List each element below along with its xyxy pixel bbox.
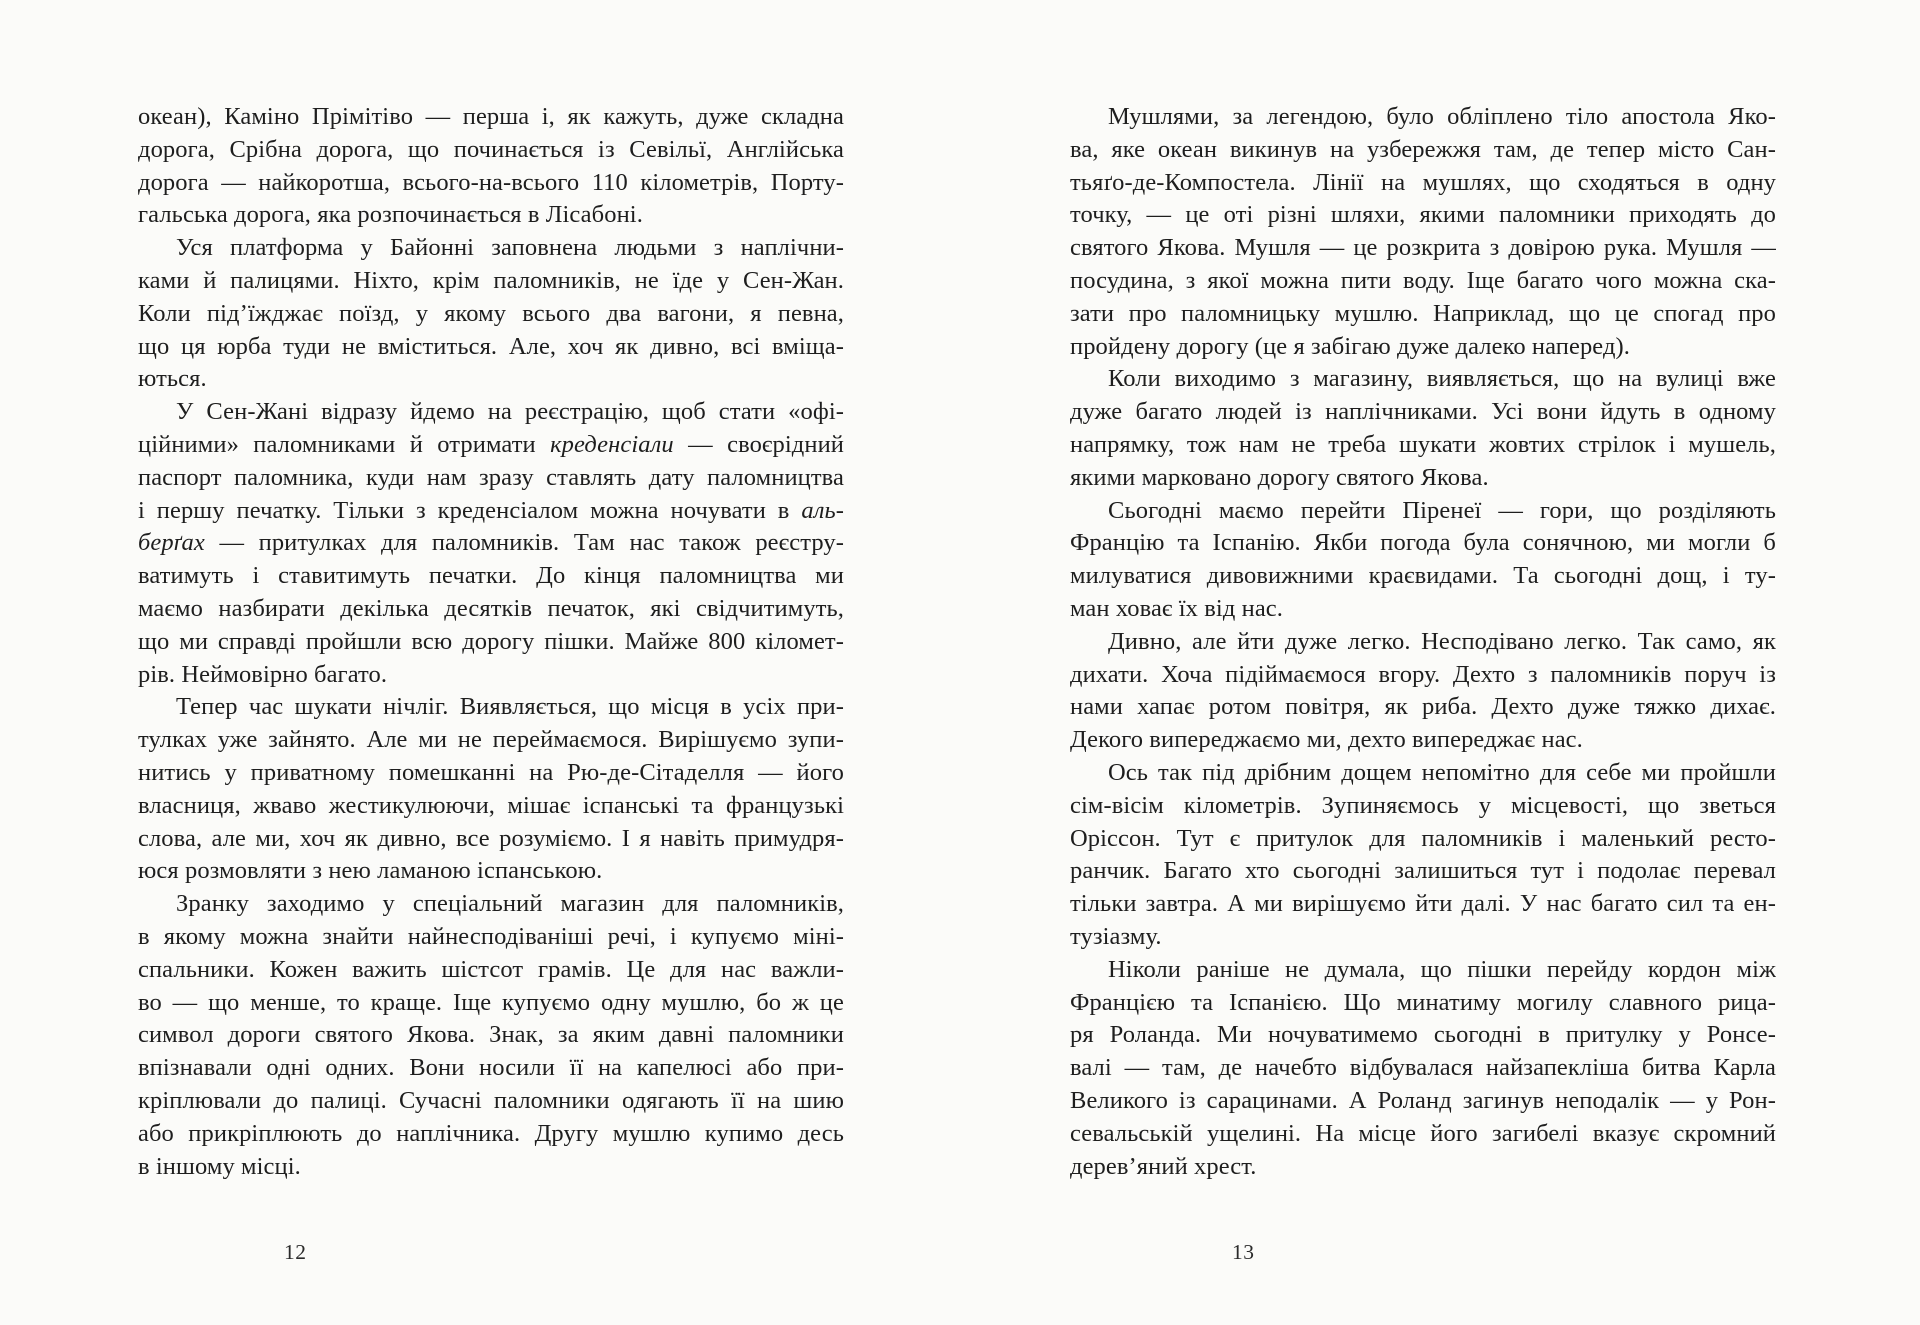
text-line xyxy=(1070,888,1776,921)
text-line xyxy=(138,757,844,790)
text-segment: У Сен-Жані відразу йдемо на реєстрацію, щоб стати «офі- xyxy=(176,398,844,426)
text-line xyxy=(138,855,844,888)
text-segment: слова, але ми, хоч як дивно, все розуміємо. І я навіть примудря- xyxy=(138,824,844,852)
text-line xyxy=(138,232,844,265)
text-line xyxy=(1070,331,1776,364)
text-segment: ранчик. Багато хто сьогодні залишиться тут і подолає перевал xyxy=(1070,857,1776,885)
text-line xyxy=(1070,1118,1776,1151)
text-segment: — притулках для паломників. Там нас також реєстру- xyxy=(204,529,844,557)
text-segment: або прикріплюють до наплічника. Другу мушлю купимо десь xyxy=(138,1119,844,1147)
text-segment: і першу печатку. Тільки з креденсіалом можна ночувати в xyxy=(138,496,802,524)
text-segment: ються. xyxy=(138,365,207,393)
text-line xyxy=(1070,593,1776,626)
text-segment: дуже багато людей із наплічниками. Усі вони йдуть в одному xyxy=(1070,398,1776,426)
text-line xyxy=(1070,560,1776,593)
italic-text-segment: креденсіали xyxy=(550,430,674,458)
text-segment: Коли під’їжджає поїзд, у якому всього два вагони, я певна, xyxy=(138,299,844,327)
text-line xyxy=(1070,462,1776,495)
text-line xyxy=(1070,1085,1776,1118)
text-segment: тузіазму. xyxy=(1070,922,1162,950)
text-segment: посудина, з якої можна пити воду. Іще багато чого можна ска- xyxy=(1070,266,1776,294)
text-line xyxy=(138,954,844,987)
text-line xyxy=(1070,167,1776,200)
text-segment: Оріссон. Тут є притулок для паломників і маленький ресто- xyxy=(1070,824,1776,852)
text-segment: сім-вісім кілометрів. Зупиняємось у місцевості, що зветься xyxy=(1070,791,1776,819)
text-line xyxy=(1070,1151,1776,1184)
text-segment: рів. Неймовірно багато. xyxy=(138,660,388,688)
text-segment: во — що менше, то краще. Іще купуємо одну мушлю, бо ж це xyxy=(138,988,844,1016)
text-line xyxy=(1070,298,1776,331)
text-segment: якими марковано дорогу святого Якова. xyxy=(1070,463,1489,491)
text-line xyxy=(1070,363,1776,396)
text-line xyxy=(138,199,844,232)
text-segment: ційними» паломниками й отримати xyxy=(138,430,551,458)
text-segment: ками й палицями. Ніхто, крім паломників, не їде у Сен-Жан. xyxy=(138,266,844,294)
text-line xyxy=(138,560,844,593)
text-segment: Мушлями, за легендою, було обліплено тіло апостола Яко- xyxy=(1108,103,1776,130)
page-13-text-column xyxy=(1070,101,1776,1183)
text-line xyxy=(1070,790,1776,823)
text-segment: символ дороги святого Якова. Знак, за яким давні паломники xyxy=(138,1021,844,1049)
text-line xyxy=(138,331,844,364)
italic-text-segment: аль- xyxy=(801,496,844,524)
text-line xyxy=(138,101,844,134)
text-line xyxy=(138,987,844,1020)
text-segment: юся розмовляти з нею ламаною іспанською. xyxy=(138,857,603,885)
text-segment: Уся платформа у Байонні заповнена людьми з наплічни- xyxy=(176,234,844,262)
italic-text-segment: берґах xyxy=(138,529,205,557)
text-segment: милуватися дивовижними краєвидами. Та сьогодні дощ, і ту- xyxy=(1070,562,1776,590)
text-segment: точку, — це оті різні шляхи, якими паломники приходять до xyxy=(1070,201,1776,229)
text-line xyxy=(1070,823,1776,856)
text-segment: маємо назбирати декілька десятків печаток, які свідчитимуть, xyxy=(138,594,844,622)
text-line xyxy=(138,921,844,954)
text-segment: тільки завтра. А ми вирішуємо йти далі. У нас багато сил та ен- xyxy=(1070,890,1776,918)
text-line xyxy=(1070,101,1776,134)
text-line xyxy=(138,823,844,856)
text-segment: севальській ущелині. На місце його загибелі вказує скромний xyxy=(1070,1119,1776,1147)
text-segment: паспорт паломника, куди нам зразу ставлять дату паломництва xyxy=(138,463,844,491)
text-segment: спальники. Кожен важить шістсот грамів. Це для нас важли- xyxy=(138,955,844,983)
text-segment: Францію та Іспанію. Якби погода була сонячною, ми могли б xyxy=(1070,529,1776,557)
text-line xyxy=(138,495,844,528)
text-line xyxy=(138,527,844,560)
text-line xyxy=(138,691,844,724)
text-segment: зати про паломницьку мушлю. Наприклад, що це спогад про xyxy=(1070,299,1776,327)
text-line xyxy=(138,429,844,462)
text-segment: Ось так під дрібним дощем непомітно для себе ми пройшли xyxy=(1108,758,1776,786)
text-segment: ватимуть і ставитимуть печатки. До кінця паломництва ми xyxy=(138,562,844,590)
text-line xyxy=(1070,232,1776,265)
text-segment: Коли виходимо з магазину, виявляється, що на вулиці вже xyxy=(1108,365,1776,393)
text-segment: напрямку, тож нам не треба шукати жовтих стрілок і мушель, xyxy=(1070,430,1776,458)
text-segment: — своєрідний xyxy=(673,430,844,458)
text-line xyxy=(138,1052,844,1085)
text-line xyxy=(138,1151,844,1184)
text-segment: нами хапає ротом повітря, як риба. Дехто дуже тяжко дихає. xyxy=(1070,693,1776,721)
text-segment: нитись у приватному помешканні на Рю-де-Сітаделля — його xyxy=(138,758,844,786)
page-12-text-column xyxy=(138,101,844,1183)
text-segment: Францією та Іспанією. Що минатиму могилу славного рица- xyxy=(1070,988,1776,1016)
text-line xyxy=(1070,429,1776,462)
text-line xyxy=(1070,495,1776,528)
text-line xyxy=(138,790,844,823)
text-line xyxy=(138,1118,844,1151)
text-line xyxy=(1070,1052,1776,1085)
text-line xyxy=(138,363,844,396)
text-line xyxy=(138,134,844,167)
text-line xyxy=(1070,527,1776,560)
text-line xyxy=(1070,1019,1776,1052)
text-segment: ман ховає їх від нас. xyxy=(1070,594,1284,622)
text-line xyxy=(138,462,844,495)
text-line xyxy=(138,298,844,331)
text-segment: дорога — найкоротша, всього-на-всього 110 кілометрів, Порту- xyxy=(138,168,844,196)
text-line xyxy=(138,593,844,626)
text-segment: Декого випереджаємо ми, дехто випереджає нас. xyxy=(1070,726,1583,754)
text-line xyxy=(1070,757,1776,790)
text-segment: тулках уже зайнято. Але ми не переймаємося. Вирішуємо зупи- xyxy=(138,726,844,754)
page-number-left: 12 xyxy=(284,1240,307,1264)
text-segment: валі — там, де начебто відбувалася найзапекліша битва Карла xyxy=(1070,1054,1776,1082)
text-segment: Дивно, але йти дуже легко. Несподівано легко. Так само, як xyxy=(1108,627,1776,655)
text-line xyxy=(138,888,844,921)
text-line xyxy=(1070,626,1776,659)
text-line xyxy=(138,1085,844,1118)
text-line xyxy=(138,626,844,659)
text-segment: Тепер час шукати нічліг. Виявляється, що місця в усіх при- xyxy=(176,693,844,721)
text-line xyxy=(1070,921,1776,954)
text-segment: святого Якова. Мушля — це розкрита з довірою рука. Мушля — xyxy=(1070,234,1776,262)
text-segment: Ніколи раніше не думала, що пішки перейду кордон між xyxy=(1108,955,1776,983)
text-segment: власниця, жваво жестикулюючи, мішає іспанські та французькі xyxy=(138,791,844,819)
text-segment: в якому можна знайти найнесподіваніші речі, і купуємо міні- xyxy=(138,922,844,950)
text-line xyxy=(138,396,844,429)
text-line xyxy=(1070,691,1776,724)
text-segment: тьяґо-де-Компостела. Лінії на мушлях, що сходяться в одну xyxy=(1070,168,1776,196)
text-line xyxy=(1070,855,1776,888)
text-segment: дерев’яний хрест. xyxy=(1070,1152,1257,1180)
text-line xyxy=(1070,199,1776,232)
text-segment: пройдену дорогу (це я забігаю дуже далеко наперед). xyxy=(1070,332,1631,360)
text-line xyxy=(1070,396,1776,429)
text-segment: ря Роланда. Ми ночуватимемо сьогодні в притулку у Ронсе- xyxy=(1070,1021,1776,1049)
text-line xyxy=(1070,265,1776,298)
text-segment: Зранку заходимо у спеціальний магазин для паломників, xyxy=(176,890,844,918)
text-line xyxy=(138,265,844,298)
text-segment: що ця юрба туди не вміститься. Але, хоч як дивно, всі вміща- xyxy=(138,332,844,360)
text-line xyxy=(138,1019,844,1052)
text-segment: впізнавали одні одних. Вони носили її на капелюсі або при- xyxy=(138,1054,844,1082)
text-segment: кріплювали до палиці. Сучасні паломники одягають її на шию xyxy=(138,1086,844,1114)
text-segment: дихати. Хоча підіймаємося вгору. Дехто з паломників поруч із xyxy=(1070,660,1776,688)
text-line xyxy=(138,167,844,200)
text-segment: океан), Каміно Прімітіво — перша і, як кажуть, дуже складна xyxy=(138,103,844,130)
text-segment: що ми справді пройшли всю дорогу пішки. Майже 800 кіломет- xyxy=(138,627,844,655)
text-line xyxy=(1070,987,1776,1020)
text-line xyxy=(1070,659,1776,692)
text-line xyxy=(138,659,844,692)
text-line xyxy=(1070,134,1776,167)
text-line xyxy=(1070,954,1776,987)
text-line xyxy=(1070,724,1776,757)
text-segment: Великого із сарацинами. А Роланд загинув неподалік — у Рон- xyxy=(1070,1086,1776,1114)
text-segment: дорога, Срібна дорога, що починається із Севільї, Англійська xyxy=(138,135,844,163)
text-segment: ва, яке океан викинув на узбережжя там, де тепер місто Сан- xyxy=(1070,135,1776,163)
page-number-right: 13 xyxy=(1232,1240,1255,1264)
text-segment: в іншому місці. xyxy=(138,1152,301,1180)
text-segment: гальська дорога, яка розпочинається в Лісабоні. xyxy=(138,201,643,229)
text-line xyxy=(138,724,844,757)
text-segment: Сьогодні маємо перейти Піренеї — гори, що розділяють xyxy=(1108,496,1776,524)
